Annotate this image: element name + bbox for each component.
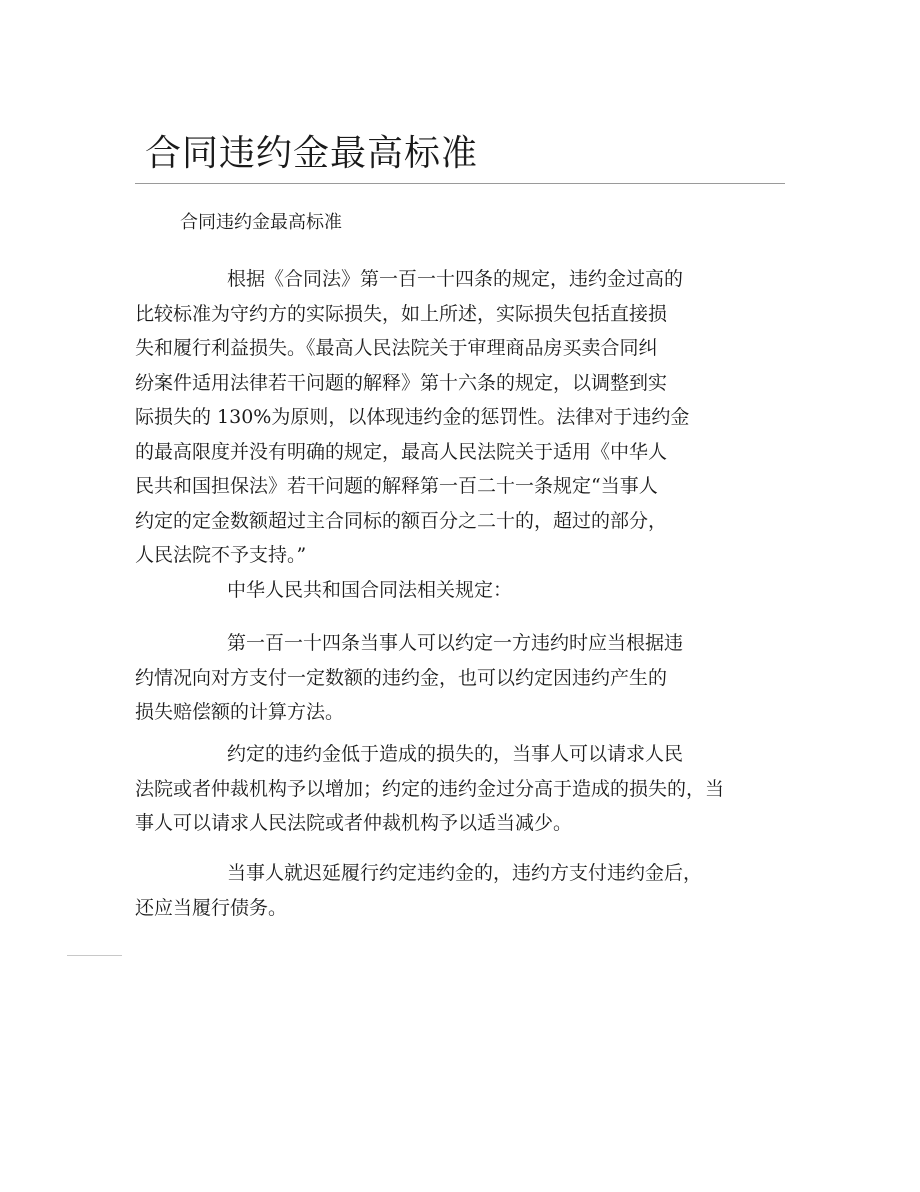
paragraph-article-114 <box>135 626 683 730</box>
paragraph-line: 约定的违约金低于造成的损失的，当事人可以请求人民 <box>227 743 684 765</box>
paragraph-line: 中华人民共和国合同法相关规定： <box>227 579 513 601</box>
paragraph-line: 的最高限度并没有明确的规定，最高人民法院关于适用《中华人 <box>135 440 668 463</box>
footnote-divider <box>67 955 122 956</box>
paragraph-line: 人民法院不予支持。” <box>135 544 307 566</box>
paragraph-line: 纷案件适用法律若干问题的解释》第十六条的规定，以调整到实 <box>135 371 668 394</box>
paragraph-line: 事人可以请求人民法院或者仲裁机构予以适当减少。 <box>135 812 573 834</box>
paragraph-line: 法院或者仲裁机构予以增加；约定的违约金过分高于造成的损失的，当 <box>135 777 725 800</box>
paragraph-line: 第一百一十四条当事人可以约定一方违约时应当根据违 <box>227 632 684 654</box>
paragraph-delay-performance <box>135 856 702 925</box>
title-divider <box>135 183 785 184</box>
paragraph-line: 失和履行利益损失。《最高人民法院关于审理商品房买卖合同纠 <box>135 337 658 359</box>
paragraph-violation-standard <box>135 262 689 573</box>
paragraph-line: 当事人就迟延履行约定违约金的，违约方支付违约金后， <box>227 862 703 884</box>
paragraph-line: 还应当履行债务。 <box>135 896 288 919</box>
paragraph-line: 比较标准为守约方的实际损失，如上所述，实际损失包括直接损 <box>135 302 668 325</box>
paragraph-line: 民共和国担保法》若干问题的解释第一百二十一条规定“当事人 <box>135 475 658 497</box>
paragraph-adjustment <box>135 737 724 841</box>
paragraph-line: 根据《合同法》第一百一十四条的规定，违约金过高的 <box>227 268 684 290</box>
paragraph-line: 际损失的 130%为原则，以体现违约金的惩罚性。法律对于违约金 <box>135 406 690 428</box>
paragraph-line: 约情况向对方支付一定数额的违约金，也可以约定因违约产生的 <box>135 666 668 689</box>
paragraph-related-provisions <box>135 573 512 608</box>
paragraph-line: 损失赔偿额的计算方法。 <box>135 701 345 723</box>
document-title: 合同违约金最高标准 <box>145 133 479 174</box>
document-subtitle: 合同违约金最高标准 <box>180 212 342 233</box>
paragraph-line: 约定的定金数额超过主合同标的额百分之二十的，超过的部分， <box>135 509 668 532</box>
